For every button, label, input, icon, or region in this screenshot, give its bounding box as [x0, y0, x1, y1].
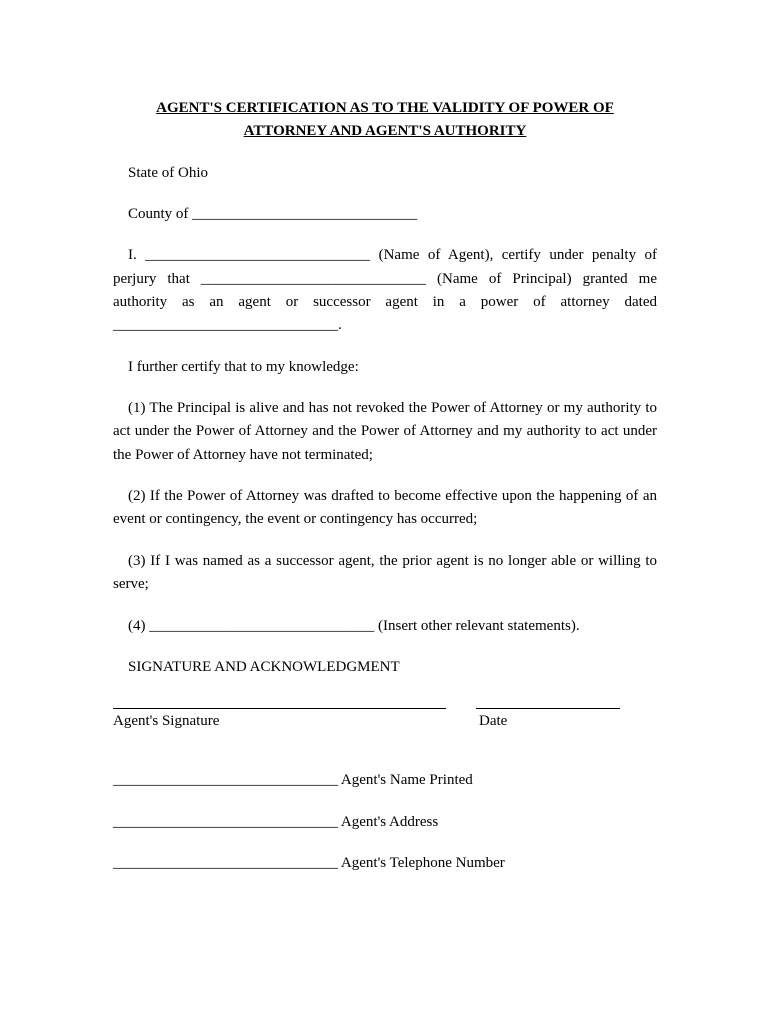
item-3-line-1: (3) If I was named as a successor agent, the prior agent is no longer able or willing to [128, 553, 657, 569]
document-title-line-2: ATTORNEY AND AGENT'S AUTHORITY [243, 123, 527, 139]
item-4-line: (4) ______________________________ (Insert other relevant statements). [128, 618, 580, 634]
item-1-line-3: the Power of Attorney have not terminated; [113, 447, 373, 463]
further-certify-line: I further certify that to my knowledge: [128, 359, 359, 375]
item-2-line-1: (2) If the Power of Attorney was drafted to become effective upon the happening of an [128, 488, 657, 504]
date-line[interactable] [476, 708, 620, 709]
date-label: Date [479, 713, 508, 729]
certify-line-4: ______________________________. [113, 317, 342, 333]
item-2-line-2: event or contingency, the event or contingency has occurred; [113, 511, 478, 527]
signature-heading: SIGNATURE AND ACKNOWLEDGMENT [128, 659, 400, 675]
agent-name-printed-field[interactable]: ______________________________ Agent's Name Printed [113, 772, 473, 788]
agent-signature-label: Agent's Signature [113, 713, 220, 729]
agent-telephone-field[interactable]: ______________________________ Agent's Telephone Number [113, 855, 505, 871]
certify-line-2: perjury that ______________________________ (Name of Principal) granted me [113, 271, 657, 287]
county-line: County of ______________________________ [128, 206, 418, 222]
state-line: State of Ohio [128, 165, 208, 181]
item-1-line-1: (1) The Principal is alive and has not revoked the Power of Attorney or my authority to [128, 400, 657, 416]
item-1-line-2: act under the Power of Attorney and the Power of Attorney and my authority to act under [113, 423, 657, 439]
certify-line-3: authority as an agent or successor agent in a power of attorney dated [113, 294, 657, 310]
agent-address-field[interactable]: ______________________________ Agent's Address [113, 814, 439, 830]
document-title-line-1: AGENT'S CERTIFICATION AS TO THE VALIDITY OF POWER OF [156, 100, 614, 116]
item-3-line-2: serve; [113, 576, 149, 592]
agent-signature-line[interactable] [113, 708, 446, 709]
certify-line-1: I. ______________________________ (Name of Agent), certify under penalty of [128, 247, 657, 263]
